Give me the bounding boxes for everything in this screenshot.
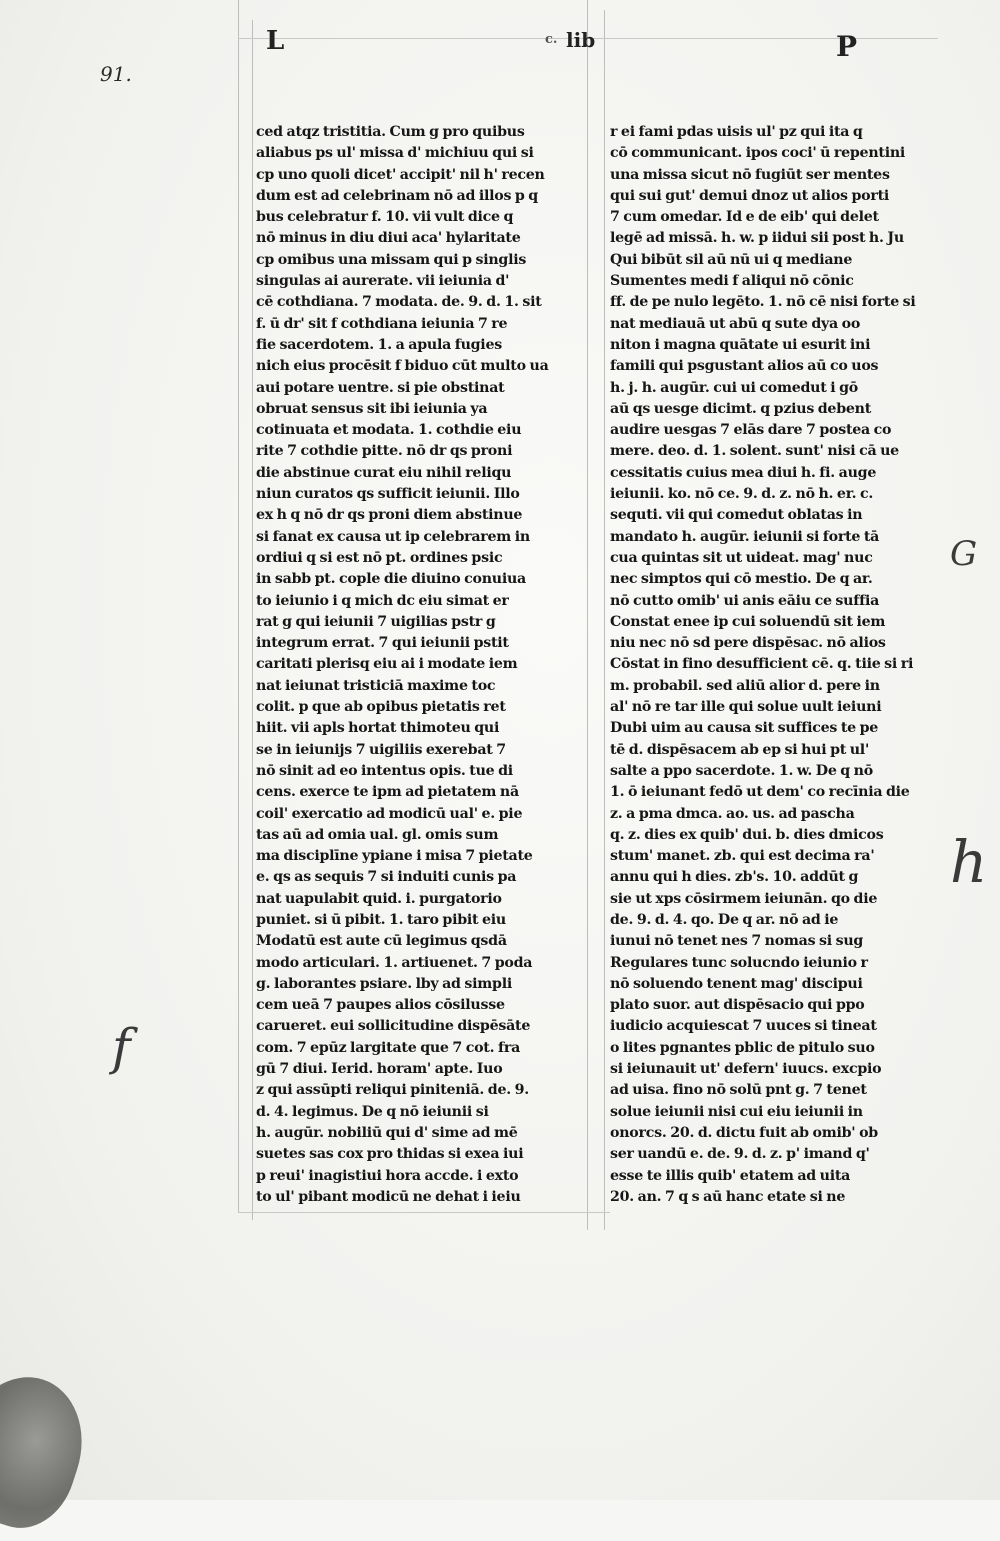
text-line: nat ieiunat tristiciā maxime toc bbox=[256, 677, 496, 694]
text-line: die abstinue curat eiu nihil reliqu bbox=[256, 464, 512, 481]
text-line: cotinuata et modata. 1. cothdie eiu bbox=[256, 422, 522, 439]
text-line: z qui assūpti reliqui piniteniā. de. 9. bbox=[256, 1082, 529, 1099]
text-line: modo articulari. 1. artiuenet. 7 poda bbox=[256, 954, 533, 971]
text-line: nat uapulabit quid. i. purgatorio bbox=[256, 890, 502, 907]
text-line: ad uisa. fino nō solū pnt g. 7 tenet bbox=[610, 1082, 867, 1099]
text-line: si ieiunauit ut' defern' iuucs. excpio bbox=[610, 1061, 882, 1078]
text-line: nec simptos qui cō mestio. De q ar. bbox=[610, 571, 873, 588]
text-line: h. augūr. nobiliū qui d' sime ad mē bbox=[256, 1124, 518, 1141]
text-line: mandato h. augūr. ieiunii si forte tā bbox=[610, 528, 880, 545]
text-line: nō minus in diu diui aca' hylaritate bbox=[256, 230, 521, 247]
text-column-left bbox=[256, 122, 562, 1208]
text-line: to ul' pibant modicū ne dehat i ieiu bbox=[256, 1188, 521, 1205]
text-line: esse te illis quib' etatem ad uita bbox=[610, 1167, 851, 1184]
text-line: bus celebratur f. 10. vii vult dice q bbox=[256, 209, 514, 226]
text-line: aui potare uentre. si pie obstinat bbox=[256, 379, 505, 396]
text-line: cens. exerce te ipm ad pietatem nā bbox=[256, 784, 519, 801]
text-line: Qui bibūt sil aū nū ui q mediane bbox=[610, 251, 853, 268]
text-line: iudicio acquiescat 7 uuces si tineat bbox=[610, 1018, 877, 1035]
text-line: Modatū est aute cū legimus qsdā bbox=[256, 933, 507, 950]
text-line: cp uno quoli dicet' accipit' nil h' recen bbox=[256, 166, 545, 183]
text-line: cp omibus una missam qui p singlis bbox=[256, 251, 527, 268]
text-line: puniet. si ū pibit. 1. taro pibit eiu bbox=[256, 911, 506, 928]
thumb-shadow bbox=[0, 1361, 100, 1541]
text-line: iunui nō tenet nes 7 nomas si sug bbox=[610, 933, 864, 950]
text-line: niton i magna quātate ui esurit ini bbox=[610, 336, 871, 353]
text-line: cē cothdiana. 7 modata. de. 9. d. 1. sit bbox=[256, 294, 542, 311]
text-line: de. 9. d. 4. qo. De q ar. nō ad ie bbox=[610, 911, 839, 928]
text-line: cō communicant. ipos coci' ū repentini bbox=[610, 145, 906, 162]
text-line: ex h q nō dr qs proni diem abstinue bbox=[256, 507, 523, 524]
text-line: f. ū dr' sit f cothdiana ieiunia 7 re bbox=[256, 315, 508, 332]
text-line: nō cutto omib' ui anis eāiu ce suffia bbox=[610, 592, 880, 609]
text-line: aliabus ps ul' missa d' michiuu qui si bbox=[256, 145, 534, 162]
text-line: in sabb pt. cople die diuino conuiua bbox=[256, 571, 526, 588]
running-head-center: lib bbox=[566, 28, 596, 52]
text-line: ma disciplīne ypiane i misa 7 pietate bbox=[256, 848, 533, 865]
ruling-line-center-right bbox=[604, 10, 605, 1230]
text-line: z. a pma dmca. ao. us. ad pascha bbox=[610, 805, 855, 822]
ruling-line-left-outer bbox=[238, 0, 239, 1212]
text-line: coil' exercatio ad modicū ual' e. pie bbox=[256, 805, 523, 822]
text-line: stum' manet. zb. qui est decima ra' bbox=[610, 848, 875, 865]
text-line: salte a ppo sacerdote. 1. w. De q nō bbox=[610, 762, 873, 779]
text-line: 20. an. 7 q s aū hanc etate si ne bbox=[610, 1188, 846, 1205]
text-line: mere. deo. d. 1. solent. sunt' nisi cā ue bbox=[610, 443, 899, 460]
text-line: legē ad missā. h. w. p iidui sii post h. Ju bbox=[610, 230, 904, 247]
text-line: ser uandū e. de. 9. d. z. p' imand q' bbox=[610, 1146, 870, 1163]
text-line: carueret. eui sollicitudine dispēsāte bbox=[256, 1018, 531, 1035]
text-column-right bbox=[610, 122, 930, 1208]
text-line: e. qs as sequis 7 si induiti cunis pa bbox=[256, 869, 517, 886]
text-line: onorcs. 20. d. dictu fuit ab omib' ob bbox=[610, 1124, 878, 1141]
ruling-line-center-left bbox=[587, 0, 588, 1230]
text-line: una missa sicut nō fugiūt ser mentes bbox=[610, 166, 890, 183]
ruling-line-left-inner bbox=[252, 20, 253, 1220]
text-line: sie ut xps cōsirmem ieiunān. qo die bbox=[610, 890, 878, 907]
margin-letter-h: h bbox=[950, 828, 988, 896]
text-line: 1. ō ieiunant fedō ut dem' co recīnia die bbox=[610, 784, 910, 801]
margin-letter-g: G bbox=[950, 534, 978, 574]
text-line: se in ieiunijs 7 uigiliis exerebat 7 bbox=[256, 741, 506, 758]
text-line: cessitatis cuius mea diui h. fi. auge bbox=[610, 464, 877, 481]
text-line: plato suor. aut dispēsacio qui ppo bbox=[610, 997, 865, 1014]
text-line: nō sinit ad eo intentus opis. tue di bbox=[256, 762, 513, 779]
text-line: si fanat ex causa ut ip celebrarem in bbox=[256, 528, 530, 545]
text-line: rat g qui ieiunii 7 uigilias pstr g bbox=[256, 613, 496, 630]
text-line: m. probabil. sed aliū alior d. pere in bbox=[610, 677, 880, 694]
text-line: fie sacerdotem. 1. a apula fugies bbox=[256, 336, 502, 353]
text-line: sequti. vii qui comedut oblatas in bbox=[610, 507, 863, 524]
text-line: dum est ad celebrinam nō ad illos p q bbox=[256, 187, 538, 204]
text-line: famili qui psgustant alios aū co uos bbox=[610, 358, 879, 375]
text-line: Regulares tunc solucndo ieiunio r bbox=[610, 954, 868, 971]
text-line: tē d. dispēsacem ab ep si hui pt ul' bbox=[610, 741, 870, 758]
text-line: Cōstat in fino desufficient cē. q. tiie si ri bbox=[610, 656, 914, 673]
text-line: singulas ai aurerate. vii ieiunia d' bbox=[256, 273, 510, 290]
text-line: al' nō re tar ille qui solue uult ieiuni bbox=[610, 699, 882, 716]
text-line: cem ueā 7 paupes alios cōsilusse bbox=[256, 997, 505, 1014]
margin-letter-f: f bbox=[112, 1018, 131, 1076]
text-line: 7 cum omedar. Id e de eib' qui delet bbox=[610, 209, 879, 226]
text-line: Constat enee ip cui soluendū sit iem bbox=[610, 613, 886, 630]
text-line: d. 4. legimus. De q nō ieiunii si bbox=[256, 1103, 489, 1120]
text-line: tas aū ad omia ual. gl. omis sum bbox=[256, 826, 499, 843]
text-line: p reui' inagistiui hora accde. i exto bbox=[256, 1167, 519, 1184]
text-line: q. z. dies ex quib' dui. b. dies dmicos bbox=[610, 826, 884, 843]
text-line: g. laborantes psiare. lby ad simpli bbox=[256, 975, 513, 992]
text-line: aū qs uesge dicimt. q pzius debent bbox=[610, 400, 872, 417]
text-line: ieiunii. ko. nō ce. 9. d. z. nō h. er. c. bbox=[610, 486, 874, 503]
text-line: com. 7 epūz largitate que 7 cot. fra bbox=[256, 1039, 521, 1056]
text-line: niu nec nō sd pere dispēsac. nō alios bbox=[610, 635, 886, 652]
running-head-right: P bbox=[836, 30, 858, 63]
text-line: solue ieiunii nisi cui eiu ieiunii in bbox=[610, 1103, 863, 1120]
text-line: r ei fami pdas uisis ul' pz qui ita q bbox=[610, 124, 863, 140]
running-head-center-small: c. bbox=[545, 32, 558, 47]
text-line: nich eius procēsit f biduo cūt multo ua bbox=[256, 358, 549, 375]
text-line: Sumentes medi f aliqui nō cōnic bbox=[610, 273, 854, 290]
text-line: caritati plerisq eiu ai i modate iem bbox=[256, 656, 518, 673]
text-line: to ieiunio i q mich dc eiu simat er bbox=[256, 592, 509, 609]
text-line: annu qui h dies. zb's. 10. addūt g bbox=[610, 869, 859, 886]
text-line: hiit. vii apls hortat thimoteu qui bbox=[256, 720, 500, 737]
text-line: niun curatos qs sufficit ieiunii. Illo bbox=[256, 486, 520, 503]
text-line: cua quintas sit ut uideat. mag' nuc bbox=[610, 549, 873, 566]
text-line: o lites pgnantes pblic de pitulo suo bbox=[610, 1039, 875, 1056]
running-head-left: L bbox=[266, 26, 285, 56]
text-line: rite 7 cothdie pitte. nō dr qs proni bbox=[256, 443, 513, 460]
text-line: ff. de pe nulo legēto. 1. nō cē nisi forte si bbox=[610, 294, 916, 311]
text-line: h. j. h. augūr. cui ui comedut i gō bbox=[610, 379, 858, 396]
text-line: Dubi uim au causa sit suffices te pe bbox=[610, 720, 879, 737]
folio-number: 91. bbox=[100, 62, 132, 86]
ruling-line-bottom bbox=[238, 1212, 610, 1213]
text-line: obruat sensus sit ibi ieiunia ya bbox=[256, 400, 488, 417]
text-line: qui sui gut' demui dnoz ut alios porti bbox=[610, 187, 890, 204]
text-line: nō soluendo tenent mag' discipui bbox=[610, 975, 863, 992]
text-line: integrum errat. 7 qui ieiunii pstit bbox=[256, 635, 509, 652]
text-line: audire uesgas 7 elās dare 7 postea co bbox=[610, 422, 892, 439]
text-line: suetes sas cox pro thidas si exea iui bbox=[256, 1146, 524, 1163]
text-line: ced atqz tristitia. Cum g pro quibus bbox=[256, 124, 525, 140]
text-line: colit. p que ab opibus pietatis ret bbox=[256, 699, 506, 716]
text-line: nat mediauā ut abū q sute dya oo bbox=[610, 315, 861, 332]
text-line: gū 7 diui. Ierid. horam' apte. Iuo bbox=[256, 1061, 503, 1078]
text-line: ordiui q si est nō pt. ordines psic bbox=[256, 549, 503, 566]
